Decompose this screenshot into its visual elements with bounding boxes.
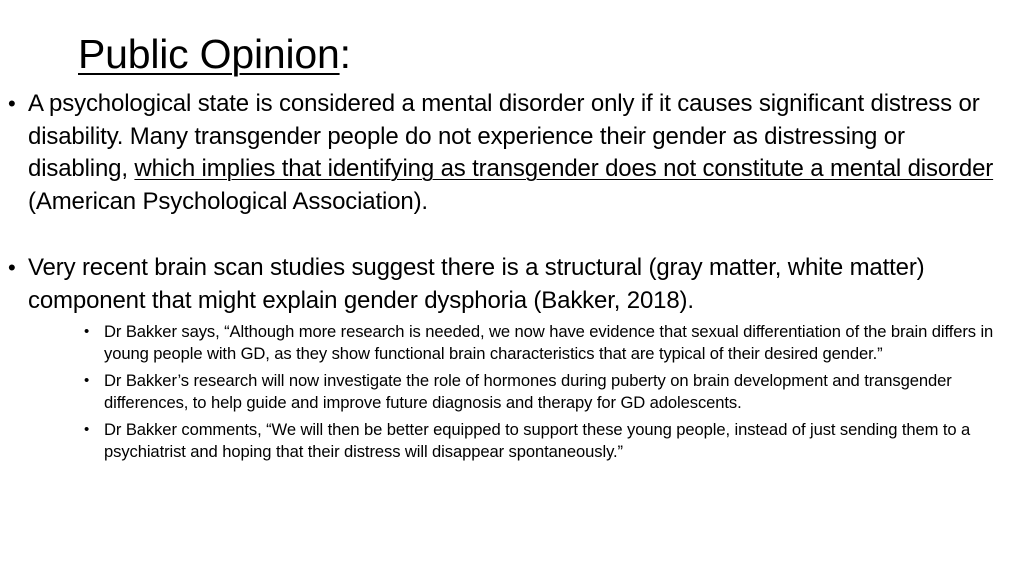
sub-bullet-1-text: Dr Bakker says, “Although more research is needed, we now have evidence that sexual differentiation of the brain differs in young people with GD, as they show functional brain characteristics that are typical of their desired gender.” xyxy=(104,322,994,363)
bullet-point-2 xyxy=(8,252,1003,317)
bullet-icon: • xyxy=(84,421,90,439)
slide-title-suffix: : xyxy=(339,31,351,77)
sub-bullet-2 xyxy=(84,370,1003,413)
bullet-point-1-text: A psychological state is considered a mental disorder only if it causes significant distress or disability. Many transgender people do not experience their gender as distressing or disabling, xyxy=(28,90,980,182)
bullet-point-1-citation: (American Psychological Association). xyxy=(28,187,428,215)
sub-bullet-list xyxy=(28,321,1003,463)
bullet-point-1 xyxy=(8,88,1003,218)
slide-title xyxy=(78,28,351,80)
bullet-point-1-underlined: which implies that identifying as transgender does not constitute a mental disorder xyxy=(134,155,994,182)
bullet-icon: • xyxy=(8,255,16,280)
slide-title-text: Public Opinion xyxy=(78,31,340,77)
sub-bullet-2-text: Dr Bakker’s research will now investigate the role of hormones during puberty on brain development and transgender differences, to help guide and improve future diagnosis and therapy for GD adolescents. xyxy=(104,371,952,412)
bullet-icon: • xyxy=(84,323,90,340)
slide-content xyxy=(8,88,1003,469)
sub-bullet-1 xyxy=(84,321,1003,364)
bullet-icon: • xyxy=(8,91,16,116)
sub-bullet-3-text: Dr Bakker comments, “We will then be better equipped to support these young people, instead of just sending them to a psychiatrist and hoping that their distress will disappear spontaneously.” xyxy=(104,420,971,461)
bullet-point-2-text: Very recent brain scan studies suggest there is a structural (gray matter, white matter) component that might explain gender dysphoria (Bakker, 2018). xyxy=(28,254,925,314)
sub-bullet-3 xyxy=(84,419,1003,462)
bullet-icon: • xyxy=(84,372,90,390)
